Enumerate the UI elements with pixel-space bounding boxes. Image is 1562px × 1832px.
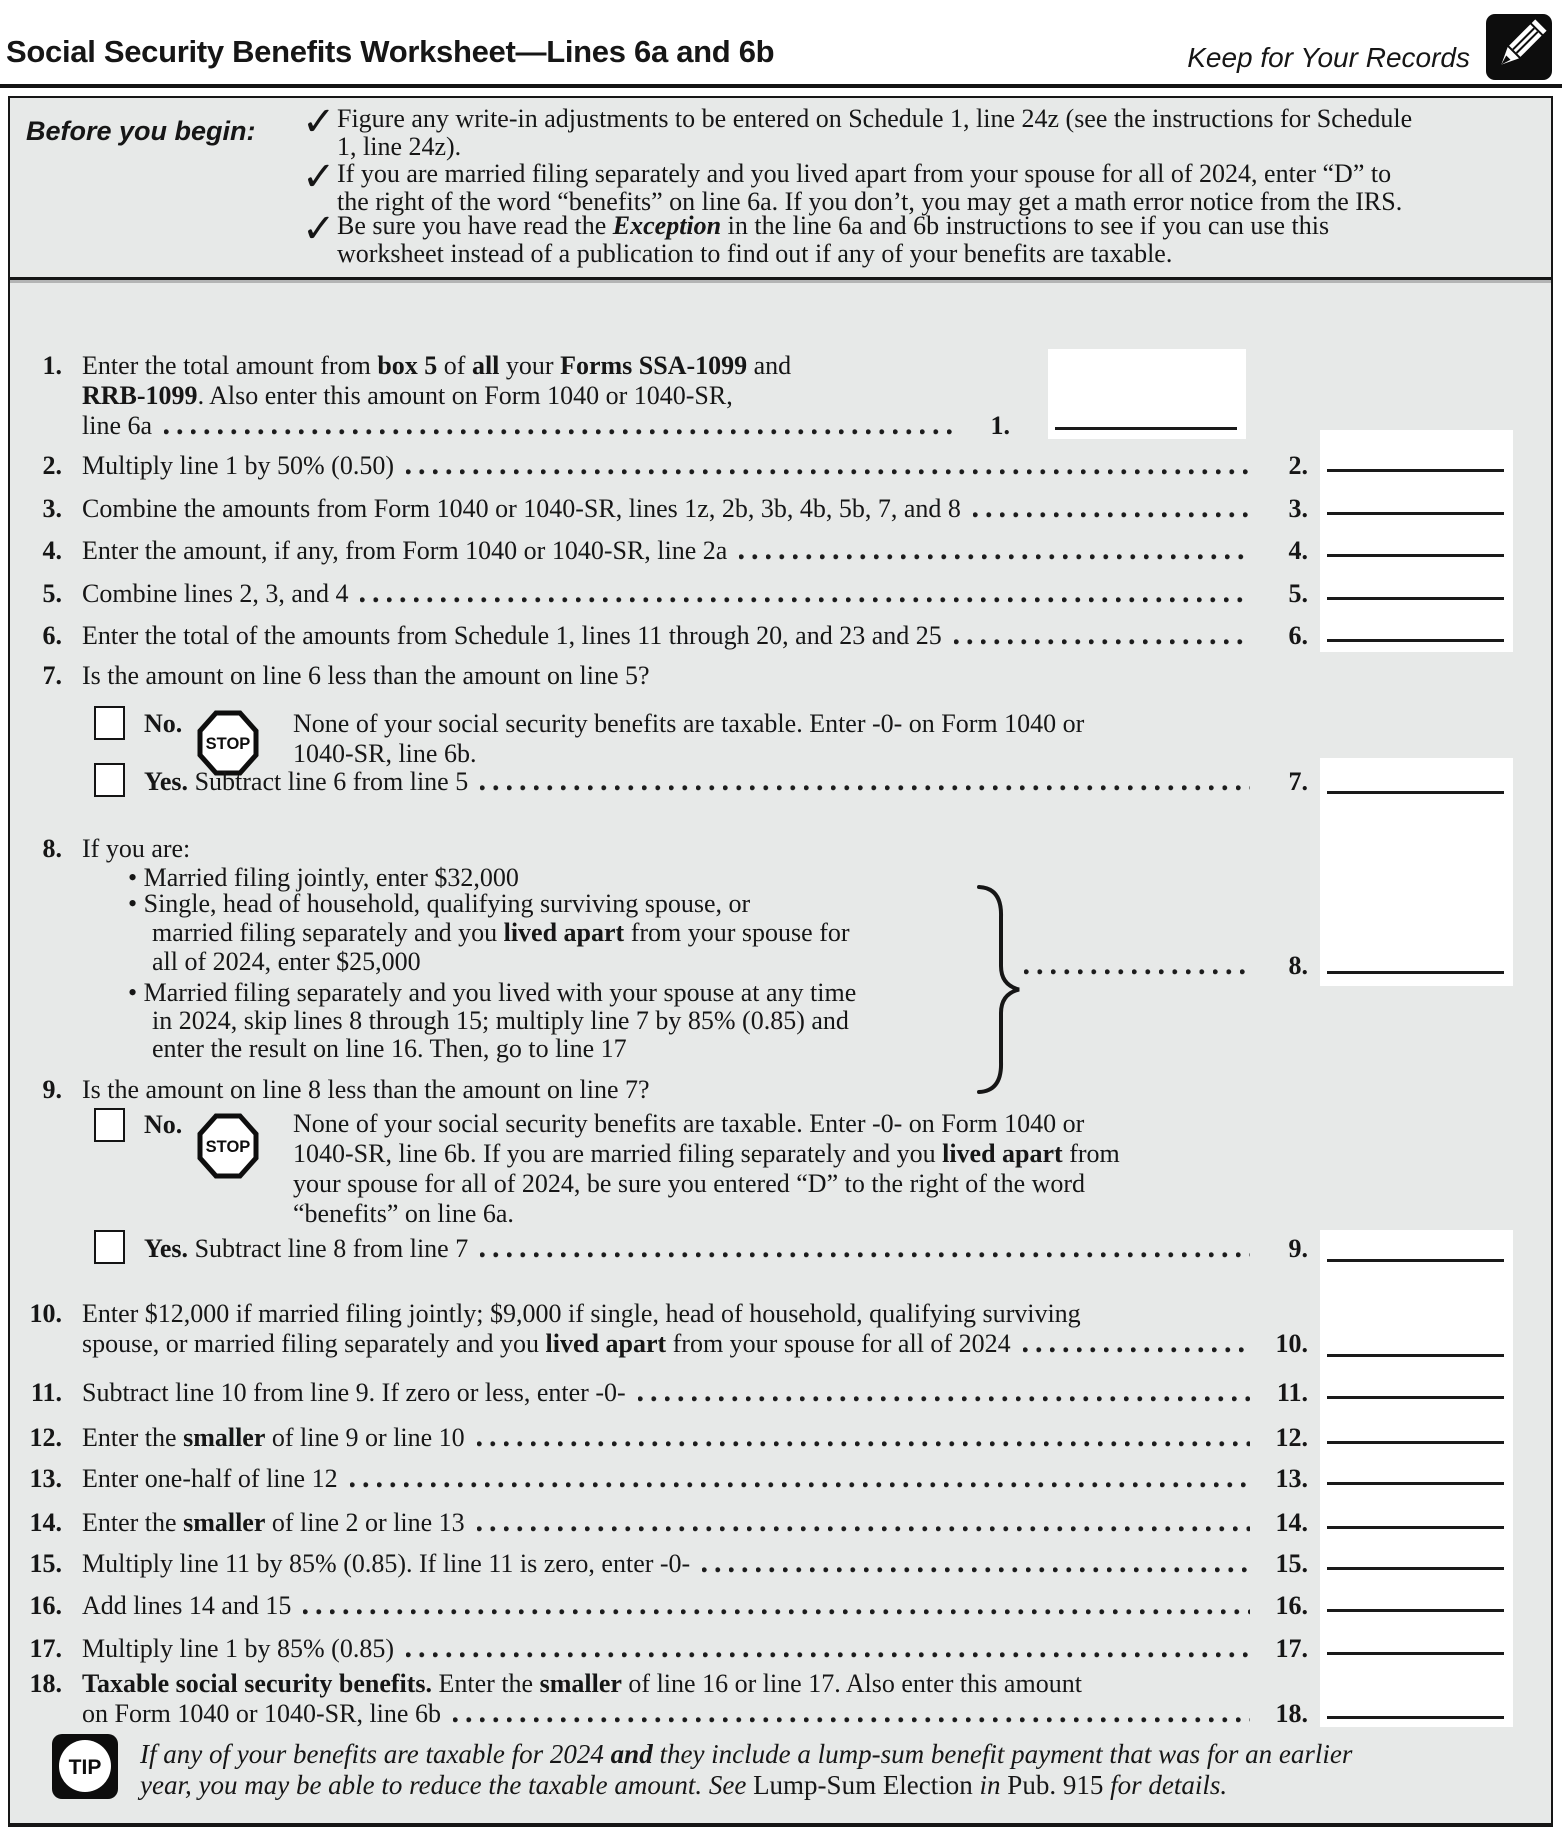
header-rule [0,84,1562,88]
line-14-text: Enter the smaller of line 2 or line 13 [82,1508,465,1537]
line-11-entry-label: 11. [1276,1378,1308,1407]
line-18-entry-label: 18. [1275,1699,1308,1728]
line-18-number: 18. [29,1669,62,1698]
line-9-entry-label: 9. [1288,1234,1308,1263]
line-8-bullet-2 [128,889,1018,976]
line-16-text: Add lines 14 and 15 [82,1591,292,1620]
line-5-number: 5. [42,579,62,608]
line-6-amount-field[interactable] [1327,639,1504,642]
line-13-entry-label: 13. [1275,1464,1308,1493]
line-10-text-2: spouse, or married filing separately and you lived apart from your spouse for all of 2024 [82,1329,1011,1358]
line-6-entry-label: 6. [1288,621,1308,650]
line-8-bullet-3-text: Married filing separately and you lived with your spouse at any time in 2024, skip lines 8 through 15; multiply line 7 by 85% (0.85) and enter the result on line 16. Then, go to line 17 [143,978,857,1063]
line-1-amount-field[interactable] [1055,427,1237,430]
line-6-text: Enter the total of the amounts from Schedule 1, lines 11 through 20, and 23 and 25 [82,621,942,650]
line-11-amount-field[interactable] [1327,1396,1504,1399]
line-12-row [82,1423,1308,1453]
line-3-number: 3. [42,494,62,523]
line-2-entry-label: 2. [1288,451,1308,480]
line-15-row [82,1549,1308,1579]
line-7-yes-text: Yes. Subtract line 6 from line 5 [144,767,469,796]
line-7-question: Is the amount on line 6 less than the amount on line 5? [82,661,650,690]
line-13-text: Enter one-half of line 12 [82,1464,338,1493]
before-item-3: Be sure you have read the Exception in the line 6a and 6b instructions to see if you can use this worksheet instead of a publication to find out if any of your benefits are taxable. [337,211,1330,268]
line-8-bullet-3 [128,979,1018,1063]
line-9-no-text: None of your social security benefits are taxable. Enter -0- on Form 1040 or 1040-SR, line 6b. If you are married filing separately and you lived apart from your spouse for all of 2024, be sure you entered “D” to the right of the word “benefits” on line 6a. [293,1109,1120,1228]
dotted-leader [638,1396,1250,1402]
line-15-text: Multiply line 11 by 85% (0.85). If line 11 is zero, enter -0- [82,1549,691,1578]
line-2-text: Multiply line 1 by 50% (0.50) [82,451,394,480]
dotted-leader [406,1652,1250,1658]
entry-column-9-18 [1320,1230,1513,1727]
line-8-intro: If you are: [82,834,191,863]
line-3-row [82,494,1308,524]
line-13-amount-field[interactable] [1327,1482,1504,1485]
line-5-text: Combine lines 2, 3, and 4 [82,579,349,608]
svg-text:STOP: STOP [205,735,251,753]
line-18-text-1: Taxable social security benefits. Enter the smaller of line 16 or line 17. Also enter this amount [82,1669,1082,1698]
line-3-entry-label: 3. [1288,494,1308,523]
line-10-number: 10. [29,1299,62,1328]
line-15-amount-field[interactable] [1327,1567,1504,1570]
line-3-amount-field[interactable] [1327,512,1504,515]
line-2-number: 2. [42,451,62,480]
tip-icon [52,1734,118,1799]
line-17-entry-label: 17. [1275,1634,1308,1663]
line-1-entry-box [1048,349,1246,439]
bullet-icon: • [128,978,138,1007]
dotted-leader [303,1609,1250,1615]
line-11-text: Subtract line 10 from line 9. If zero or less, enter -0- [82,1378,626,1407]
line-14-entry-label: 14. [1275,1508,1308,1537]
line-4-text: Enter the amount, if any, from Form 1040 or 1040-SR, line 2a [82,536,728,565]
line-9-number: 9. [42,1075,62,1104]
line-6-row [82,621,1308,651]
line-1-text: Enter the total amount from box 5 of all your Forms SSA-1099 and RRB-1099. Also enter this amount on Form 1040 or 1040-SR, [82,351,792,410]
bullet-icon: • [128,863,138,892]
line-12-amount-field[interactable] [1327,1441,1504,1444]
line-14-number: 14. [29,1508,62,1537]
dotted-leader [477,1526,1250,1532]
line-8-leader-row [1012,951,1308,981]
before-item-1: Figure any write-in adjustments to be entered on Schedule 1, line 24z (see the instructions for Schedule 1, line 24z). [337,104,1413,161]
line-2-amount-field[interactable] [1327,469,1504,472]
keep-for-records-note: Keep for Your Records [1187,42,1470,73]
page-title: Social Security Benefits Worksheet—Lines 6a and 6b [6,34,775,69]
dotted-leader [164,429,952,435]
entry-column-2-6 [1320,430,1513,652]
line-17-text: Multiply line 1 by 85% (0.85) [82,1634,394,1663]
line-9-yes-text: Yes. Subtract line 8 from line 7 [144,1234,469,1263]
line-5-entry-label: 5. [1288,579,1308,608]
line-18-row [82,1699,1308,1729]
line-12-entry-label: 12. [1275,1423,1308,1452]
line-2-row [82,451,1308,481]
line-4-number: 4. [42,536,62,565]
dotted-leader [1024,969,1250,975]
line-17-row [82,1634,1308,1664]
stop-icon [197,1113,259,1179]
line-9-yes-checkbox[interactable] [94,1230,125,1264]
worksheet-box [8,96,1553,1827]
line-14-amount-field[interactable] [1327,1526,1504,1529]
line-9-yes-row [144,1234,1308,1264]
line-7-amount-field[interactable] [1327,791,1504,794]
line-17-amount-field[interactable] [1327,1652,1504,1655]
line-9-no-checkbox[interactable] [94,1108,125,1142]
line-9-no-label: No. [144,1110,183,1139]
dotted-leader [480,785,1250,791]
line-8-bullet-1-text: Married filing jointly, enter $32,000 [143,863,519,892]
line-9-amount-field[interactable] [1327,1259,1504,1262]
dotted-leader [453,1717,1250,1723]
line-10-row [82,1329,1308,1359]
line-7-no-checkbox[interactable] [94,706,125,740]
dotted-leader [350,1482,1250,1488]
dotted-leader [702,1567,1250,1573]
dotted-leader [973,512,1250,518]
line-7-yes-row [144,767,1308,797]
dotted-leader [739,554,1250,560]
line-4-row [82,536,1308,566]
line-1-entry-label: 1. [990,411,1010,440]
line-4-amount-field[interactable] [1327,554,1504,557]
line-14-row [82,1508,1308,1538]
entry-column-7-8 [1320,758,1513,986]
line-9-question: Is the amount on line 8 less than the amount on line 7? [82,1075,650,1104]
dotted-leader [477,1441,1250,1447]
check-icon: ✓ [302,206,336,251]
line-6-number: 6. [42,621,62,650]
line-7-entry-label: 7. [1288,767,1308,796]
dotted-leader [480,1252,1250,1258]
line-18-text-2: on Form 1040 or 1040-SR, line 6b [82,1699,441,1728]
line-12-number: 12. [29,1423,62,1452]
line-5-row [82,579,1308,609]
line-18-amount-field[interactable] [1327,1716,1504,1719]
line-1-tail-text: line 6a [82,411,153,440]
check-icon: ✓ [302,99,336,144]
pencil-icon [1486,14,1552,80]
before-you-begin-label: Before you begin: [26,116,256,146]
line-17-number: 17. [29,1634,62,1663]
svg-text:TIP: TIP [68,1756,102,1779]
line-12-text: Enter the smaller of line 9 or line 10 [82,1423,465,1452]
line-8-amount-field[interactable] [1327,971,1504,974]
line-7-number: 7. [42,661,62,690]
line-3-text: Combine the amounts from Form 1040 or 1040-SR, lines 1z, 2b, 3b, 4b, 5b, 7, and 8 [82,494,961,523]
line-16-entry-label: 16. [1275,1591,1308,1620]
line-16-amount-field[interactable] [1327,1609,1504,1612]
line-10-amount-field[interactable] [1327,1354,1504,1357]
line-11-row [82,1378,1308,1408]
bullet-icon: • [128,889,138,918]
line-1-tail-row [82,411,1010,441]
line-11-number: 11. [30,1378,62,1407]
line-15-number: 15. [29,1549,62,1578]
svg-text:STOP: STOP [205,1138,251,1156]
line-7-yes-checkbox[interactable] [94,763,125,797]
line-10-entry-label: 10. [1275,1329,1308,1358]
line-4-entry-label: 4. [1288,536,1308,565]
line-7-no-text: None of your social security benefits are taxable. Enter -0- on Form 1040 or 1040-SR, line 6b. [293,709,1085,768]
line-7-no-label: No. [144,709,183,738]
line-8-bullet-2-text: Single, head of household, qualifying surviving spouse, or married filing separately and you lived apart from your spouse for all of 2024, enter $25,000 [143,889,850,976]
line-16-number: 16. [29,1591,62,1620]
line-10-text-1: Enter $12,000 if married filing jointly; $9,000 if single, head of household, qualifying surviving [82,1299,1081,1328]
line-13-number: 13. [29,1464,62,1493]
line-16-row [82,1591,1308,1621]
dotted-leader [406,469,1250,475]
line-8-entry-label: 8. [1288,951,1308,980]
section-divider [9,277,1552,280]
line-8-number: 8. [42,834,62,863]
line-13-row [82,1464,1308,1494]
line-1-number: 1. [42,351,62,380]
tip-text: If any of your benefits are taxable for 2024 and they include a lump-sum benefit payment that was for an earlier year, you may be able to reduce the taxable amount. See Lump-Sum Election in Pub. 915 for details. [140,1739,1353,1800]
check-icon: ✓ [302,154,336,199]
brace-icon [975,884,1023,1095]
dotted-leader [954,639,1250,645]
before-item-2: If you are married filing separately and you lived apart from your spouse for all of 2024, enter “D” to the right of the word “benefits” on line 6a. If you don’t, you may get a math error notice from the IRS. [337,159,1403,216]
line-5-amount-field[interactable] [1327,597,1504,600]
dotted-leader [360,597,1250,603]
dotted-leader [1023,1347,1250,1353]
line-15-entry-label: 15. [1275,1549,1308,1578]
